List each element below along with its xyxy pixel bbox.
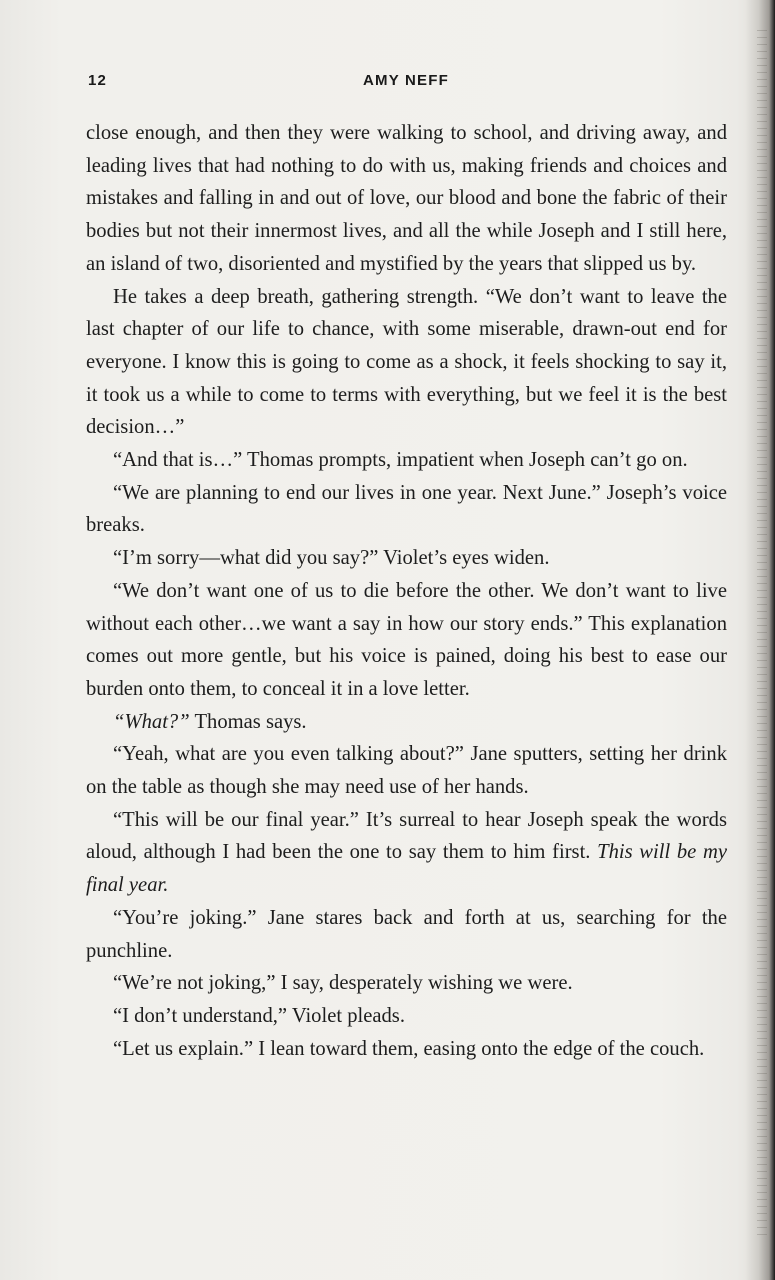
paragraph (86, 706, 727, 739)
paragraph: “I’m sorry—what did you say?” Violet’s eyes widen. (113, 547, 550, 570)
header-author: AMY NEFF (363, 72, 449, 89)
paragraph: “We’re not joking,” I say, desperately wishing we were. (113, 972, 573, 995)
page-number: 12 (88, 72, 108, 89)
paragraph: He takes a deep breath, gathering strength. “We don’t want to leave the last chapter of our life to chance, with some miserable, drawn-out end for everyone. I know this is going to come as a shock, it feels shocking to say it, it took us a while to come to terms with everything, but we feel it is the best decision…” (86, 285, 727, 439)
italic-text: This will be my final year. (86, 841, 727, 897)
paragraph (86, 804, 727, 902)
page-edge-lines (757, 30, 767, 1240)
paragraph: “You’re joking.” Jane stares back and forth at us, searching for the punchline. (86, 906, 727, 962)
paragraph-text: “This will be our final year.” It’s surreal to hear Joseph speak the words aloud, although I had been the one to say them to him first. (86, 808, 727, 864)
page-edge-shadow (745, 0, 775, 1280)
paragraph: “We don’t want one of us to die before the other. We don’t want to live without each other…we want a say in how our story ends.” This explanation comes out more gentle, but his voice is pained, doing his best to ease our burden onto them, to conceal it in a love letter. (86, 579, 727, 700)
paragraph-text: Thomas says. (189, 710, 307, 733)
paragraph: close enough, and then they were walking to school, and driving away, and leading lives that had nothing to do with us, making friends and choices and mistakes and falling in and out of love, our blood and bone the fabric of their bodies but not their innermost lives, and all the while Joseph and I still here, an island of two, disoriented and mystified by the years that slipped us by. (86, 122, 727, 275)
paragraph: “I don’t understand,” Violet pleads. (113, 1004, 405, 1027)
paragraph: “Let us explain.” I lean toward them, easing onto the edge of the couch. (113, 1037, 705, 1060)
paragraph: “Yeah, what are you even talking about?” Jane sputters, setting her drink on the table as though she may need use of her hands. (86, 743, 727, 799)
italic-text: “What?” (113, 710, 190, 733)
body-text (86, 117, 727, 1065)
running-head (86, 72, 726, 94)
paragraph: “We are planning to end our lives in one year. Next June.” Joseph’s voice breaks. (86, 481, 727, 537)
paragraph: “And that is…” Thomas prompts, impatient when Joseph can’t go on. (113, 449, 688, 472)
